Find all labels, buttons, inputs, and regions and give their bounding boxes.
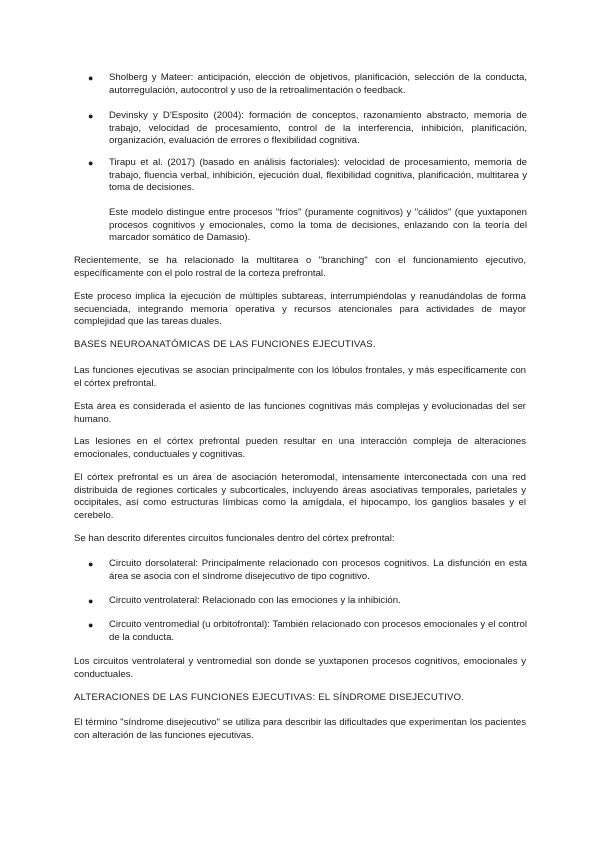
- list-item: Sholberg y Mateer: anticipación, elección de objetivos, planificación, selección de la conducta, autorregulación, autocontrol y uso de la retroalimentación o feedback.: [109, 72, 527, 96]
- paragraph: Esta área es considerada el asiento de las funciones cognitivas más complejas y evolucionadas del ser humano.: [74, 401, 526, 425]
- paragraph: Se han descrito diferentes circuitos funcionales dentro del córtex prefrontal:: [74, 533, 395, 544]
- paragraph: Los circuitos ventrolateral y ventromedial son donde se yuxtaponen procesos cognitivos, emocionales y conductuales.: [74, 656, 526, 680]
- list-item: Circuito ventrolateral: Relacionado con las emociones y la inhibición.: [109, 595, 401, 606]
- paragraph: Las funciones ejecutivas se asocian principalmente con los lóbulos frontales, y más específicamente con el córtex prefrontal.: [74, 365, 526, 389]
- model-note: Este modelo distingue entre procesos "fríos" (puramente cognitivos) y "cálidos" (que yuxtaponen procesos cognitivos y emocionales, como la toma de decisiones, enlazando con la teoría del marcador somático de Damasio).: [109, 207, 527, 244]
- list-item: Devinsky y D'Esposito (2004): formación de conceptos, razonamiento abstracto, memoria de trabajo, velocidad de procesamiento, control de la interferencia, inhibición, planificación, organización, evaluación de errores o flexibilidad cognitiva.: [109, 110, 527, 147]
- paragraph: Las lesiones en el córtex prefrontal pueden resultar en una interacción compleja de alteraciones emocionales, conductuales y cognitivas.: [74, 436, 526, 460]
- list-item: Tirapu et al. (2017) (basado en análisis factoriales): velocidad de procesamiento, memoria de trabajo, fluencia verbal, inhibición, ejecución dual, flexibilidad cognitiva, planificación, multitarea y toma de decisiones.: [109, 157, 527, 194]
- list-item: Circuito dorsolateral: Principalmente relacionado con procesos cognitivos. La disfunción en esta área se asocia con el síndrome disejecutivo de tipo cognitivo.: [109, 558, 527, 582]
- list-item: Circuito ventromedial (u orbitofrontal): También relacionado con procesos emocionales y el control de la conducta.: [109, 619, 527, 643]
- paragraph: El término "síndrome disejecutivo" se utiliza para describir las dificultades que experimentan los pacientes con alteración de las funciones ejecutivas.: [74, 717, 526, 741]
- bullet-icon: ●: [88, 559, 94, 569]
- paragraph: Recientemente, se ha relacionado la multitarea o "branching" con el funcionamiento ejecutivo, específicamente con el polo rostral de la corteza prefrontal.: [74, 255, 526, 279]
- section-heading: BASES NEUROANATÓMICAS DE LAS FUNCIONES EJECUTIVAS.: [74, 339, 376, 350]
- section-heading: ALTERACIONES DE LAS FUNCIONES EJECUTIVAS: EL SÍNDROME DISEJECUTIVO.: [74, 692, 465, 703]
- bullet-icon: ●: [88, 596, 94, 606]
- bullet-icon: ●: [88, 111, 94, 121]
- paragraph: Este proceso implica la ejecución de múltiples subtareas, interrumpiéndolas y reanudándolas de forma secuenciada, integrando memoria operativa y recursos atencionales para actividades de mayor complejidad que las tareas duales.: [74, 291, 526, 328]
- bullet-icon: ●: [88, 158, 94, 168]
- bullet-icon: ●: [88, 620, 94, 630]
- paragraph: El córtex prefrontal es un área de asociación heteromodal, intensamente interconectada con una red distribuida de regiones corticales y subcorticales, incluyendo áreas asociativas temporales, parietales y occipitales, así como estructuras límbicas como la amígdala, el hipocampo, los ganglios basales y el cerebelo.: [74, 472, 526, 521]
- bullet-icon: ●: [88, 73, 94, 83]
